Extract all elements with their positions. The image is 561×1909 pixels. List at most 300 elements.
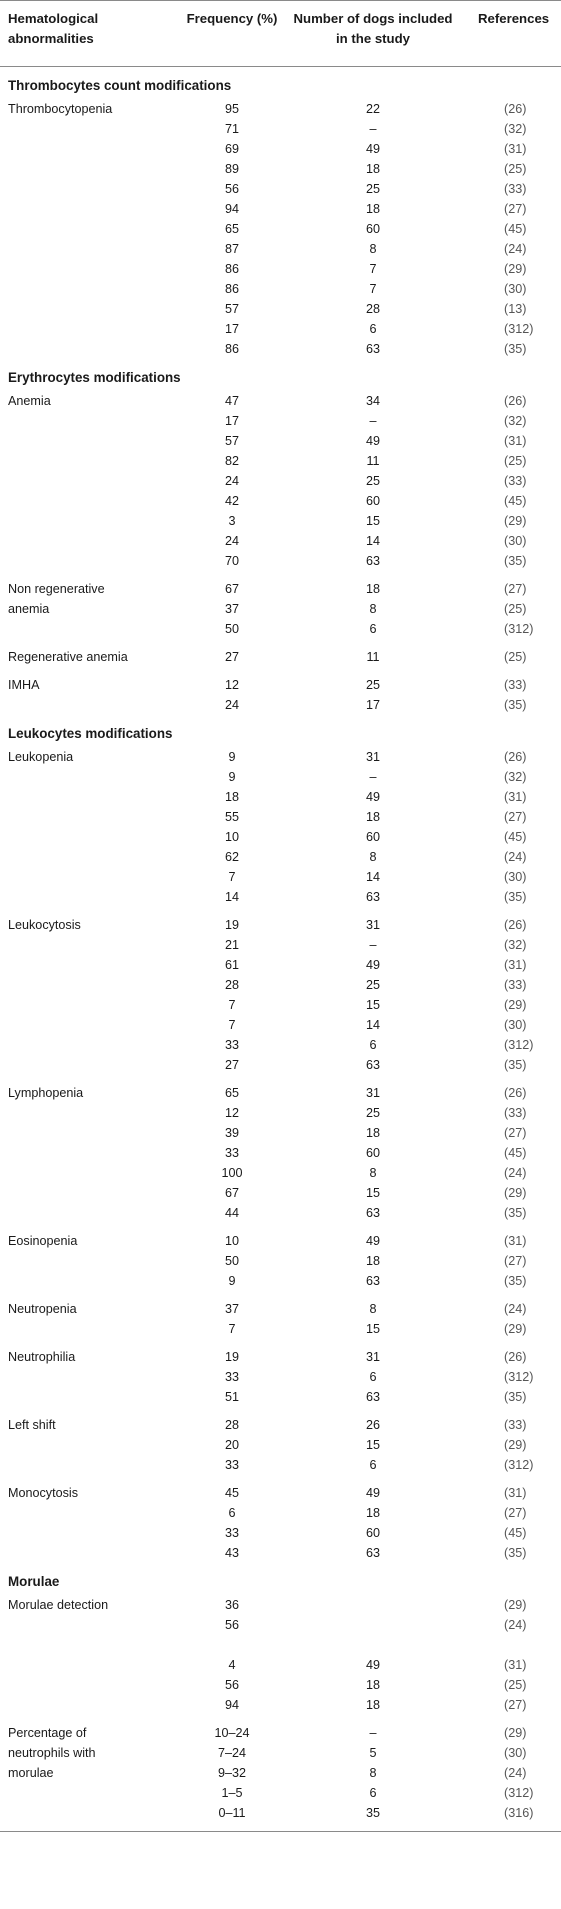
table-row — [0, 955, 561, 975]
frequency-cell: 51 — [224, 1390, 239, 1404]
table-row — [0, 1339, 561, 1367]
abnormality-label-cont — [0, 1675, 172, 1695]
dog-count-cell: 25 — [365, 182, 380, 196]
abnormality-label-cont — [0, 1523, 172, 1543]
table-row — [0, 1163, 561, 1183]
table-row — [0, 1055, 561, 1075]
reference-cell: (29) — [504, 262, 527, 276]
abnormality-label-cont — [0, 1615, 172, 1635]
abnormality-label-cont — [0, 279, 172, 299]
abnormality-label-cont — [0, 1655, 172, 1675]
reference-cell: (29) — [504, 1598, 527, 1612]
reference-cell: (312) — [504, 1786, 534, 1800]
reference-cell: (31) — [504, 790, 527, 804]
dog-count-cell: 26 — [365, 1418, 380, 1432]
dog-count-cell: 15 — [365, 1438, 380, 1452]
reference-cell: (31) — [504, 142, 527, 156]
reference-cell: (25) — [504, 454, 527, 468]
dog-count-cell — [292, 1635, 454, 1655]
dog-count-cell: 6 — [369, 1786, 377, 1800]
table-row — [0, 1251, 561, 1271]
dog-count-cell: 60 — [365, 1146, 380, 1160]
table-row — [0, 695, 561, 715]
frequency-cell: 87 — [224, 242, 239, 256]
dog-count-cell: 35 — [365, 1806, 380, 1820]
frequency-cell: 45 — [224, 1486, 239, 1500]
frequency-cell: 37 — [224, 1302, 239, 1316]
frequency-cell: 19 — [224, 918, 239, 932]
reference-cell: (26) — [504, 1086, 527, 1100]
dog-count-cell: 63 — [365, 890, 380, 904]
abnormality-label-cont — [0, 1143, 172, 1163]
table-row — [0, 1543, 561, 1563]
dog-count-cell: 49 — [365, 142, 380, 156]
abnormality-label-cont — [0, 1183, 172, 1203]
abnormality-label-cont — [0, 1503, 172, 1523]
abnormality-label-cont — [0, 319, 172, 339]
section-title: Leukocytes modifications — [8, 726, 173, 741]
abnormality-label-cont — [0, 339, 172, 359]
frequency-cell: 55 — [224, 810, 239, 824]
frequency-cell: 57 — [224, 302, 239, 316]
abnormality-label-cont — [0, 695, 172, 715]
table-row — [0, 471, 561, 491]
reference-cell: (26) — [504, 1350, 527, 1364]
abnormality-label-cont — [0, 1163, 172, 1183]
reference-cell: (25) — [504, 1678, 527, 1692]
dog-count-cell: 18 — [365, 1698, 380, 1712]
dog-count-cell: 7 — [369, 282, 377, 296]
table-row — [0, 99, 561, 119]
abnormality-label-cont — [0, 219, 172, 239]
reference-cell: (35) — [504, 1206, 527, 1220]
reference-cell: (31) — [504, 1658, 527, 1672]
abnormality-label-cont — [0, 239, 172, 259]
table-row — [0, 1123, 561, 1143]
reference-cell: (35) — [504, 342, 527, 356]
dog-count-cell: 5 — [369, 1746, 377, 1760]
abnormality-label-cont — [0, 1123, 172, 1143]
table-row — [0, 1503, 561, 1523]
abnormality-label-cont — [0, 1783, 172, 1803]
table-row — [0, 1015, 561, 1035]
reference-cell: (31) — [504, 958, 527, 972]
frequency-cell: 100 — [221, 1166, 243, 1180]
reference-cell: (312) — [504, 1370, 534, 1384]
dog-count-cell: 18 — [365, 162, 380, 176]
frequency-cell: 7–24 — [217, 1746, 247, 1760]
header-references: References — [478, 11, 550, 26]
frequency-cell: 82 — [224, 454, 239, 468]
dog-count-cell: 60 — [365, 222, 380, 236]
frequency-cell: 28 — [224, 1418, 239, 1432]
dog-count-cell: 25 — [365, 1106, 380, 1120]
dog-count-cell: 8 — [369, 1166, 377, 1180]
header-abnormalities: Hematological abnormalities — [8, 11, 99, 46]
dog-count-cell: 7 — [369, 262, 377, 276]
frequency-cell: 10–24 — [214, 1726, 250, 1740]
dog-count-cell — [292, 1615, 454, 1635]
abnormality-label-cont — [0, 1387, 172, 1407]
abnormality-label-cont — [0, 1455, 172, 1475]
section-row — [0, 715, 561, 747]
reference-cell: (35) — [504, 1058, 527, 1072]
abnormality-label: Regenerative anemia — [8, 650, 128, 664]
dog-count-cell: 18 — [365, 1254, 380, 1268]
table-body — [0, 67, 561, 1832]
frequency-cell: 50 — [224, 1254, 239, 1268]
frequency-cell: 12 — [224, 1106, 239, 1120]
dog-count-cell: 63 — [365, 342, 380, 356]
abnormality-label-cont — [0, 847, 172, 867]
reference-cell: (30) — [504, 1018, 527, 1032]
abnormality-label-cont — [0, 1055, 172, 1075]
frequency-cell: 14 — [224, 890, 239, 904]
dog-count-cell: 49 — [365, 1486, 380, 1500]
frequency-cell: 24 — [224, 698, 239, 712]
reference-cell: (24) — [504, 850, 527, 864]
reference-cell: (316) — [504, 1806, 534, 1820]
abnormality-label-cont — [0, 1015, 172, 1035]
reference-cell: (29) — [504, 1322, 527, 1336]
frequency-cell: 86 — [224, 282, 239, 296]
abnormality-label-cont — [0, 619, 172, 639]
abnormality-label-cont — [0, 1435, 172, 1455]
table-row — [0, 299, 561, 319]
table-row — [0, 827, 561, 847]
dog-count-cell: 15 — [365, 1186, 380, 1200]
frequency-cell: 56 — [224, 1678, 239, 1692]
abnormality-label-cont — [0, 787, 172, 807]
reference-cell: (29) — [504, 1438, 527, 1452]
abnormality-label-cont — [0, 491, 172, 511]
reference-cell: (33) — [504, 678, 527, 692]
abnormality-label-cont — [0, 431, 172, 451]
abnormality-label-cont — [0, 1203, 172, 1223]
table-row — [0, 339, 561, 359]
abnormality-label: IMHA — [8, 678, 40, 692]
frequency-cell: 94 — [224, 202, 239, 216]
table-row — [0, 1455, 561, 1475]
reference-cell: (25) — [504, 602, 527, 616]
frequency-cell: 70 — [224, 554, 239, 568]
frequency-cell: 21 — [224, 938, 239, 952]
frequency-cell: 33 — [224, 1458, 239, 1472]
frequency-cell: 27 — [224, 650, 239, 664]
table-row — [0, 259, 561, 279]
frequency-cell: 18 — [224, 790, 239, 804]
table-row — [0, 907, 561, 935]
table-row — [0, 807, 561, 827]
dog-count-cell: – — [369, 414, 377, 428]
dog-count-cell: 34 — [365, 394, 380, 408]
dog-count-cell: 63 — [365, 1058, 380, 1072]
dog-count-cell: 28 — [365, 302, 380, 316]
frequency-cell: 33 — [224, 1370, 239, 1384]
abnormality-label-cont — [0, 827, 172, 847]
abnormality-label-cont: morulae — [8, 1766, 54, 1780]
reference-cell: (32) — [504, 414, 527, 428]
reference-cell: (29) — [504, 998, 527, 1012]
frequency-cell: 33 — [224, 1526, 239, 1540]
abnormality-label-cont — [0, 531, 172, 551]
dog-count-cell: 63 — [365, 1390, 380, 1404]
dog-count-cell: – — [369, 938, 377, 952]
dog-count-cell: 63 — [365, 1206, 380, 1220]
reference-cell: (33) — [504, 1106, 527, 1120]
abnormality-label-cont — [0, 995, 172, 1015]
frequency-cell: 9–32 — [217, 1766, 247, 1780]
table-row — [0, 1675, 561, 1695]
table-row — [0, 1223, 561, 1251]
dog-count-cell: 11 — [366, 454, 380, 468]
frequency-cell: 33 — [224, 1038, 239, 1052]
dog-count-cell — [292, 1595, 454, 1615]
table-row — [0, 179, 561, 199]
frequency-cell: 7 — [228, 870, 236, 884]
section-row — [0, 67, 561, 100]
dog-count-cell: – — [369, 770, 377, 784]
dog-count-cell: 17 — [365, 698, 380, 712]
table-row — [0, 1715, 561, 1743]
table-row — [0, 1803, 561, 1832]
abnormality-label-cont — [0, 975, 172, 995]
table-row — [0, 139, 561, 159]
dog-count-cell: 49 — [365, 1658, 380, 1672]
dog-count-cell: – — [369, 122, 377, 136]
dog-count-cell: 8 — [369, 242, 377, 256]
frequency-cell: 24 — [224, 474, 239, 488]
frequency-cell: 71 — [224, 122, 239, 136]
reference-cell: (30) — [504, 870, 527, 884]
abnormality-label-cont — [0, 1635, 172, 1655]
header-frequency: Frequency (%) — [186, 11, 278, 26]
frequency-cell: 7 — [228, 998, 236, 1012]
abnormality-label: Lymphopenia — [8, 1086, 84, 1100]
frequency-cell: 9 — [228, 1274, 236, 1288]
reference-cell: (13) — [504, 302, 527, 316]
table-row — [0, 847, 561, 867]
reference-cell: (27) — [504, 810, 527, 824]
table-row — [0, 619, 561, 639]
reference-cell: (24) — [504, 1302, 527, 1316]
dog-count-cell: 63 — [365, 1274, 380, 1288]
dog-count-cell: 6 — [369, 1458, 377, 1472]
header-number-of-dogs: Number of dogs included in the study — [293, 11, 453, 46]
frequency-cell: 20 — [224, 1438, 239, 1452]
dog-count-cell: 6 — [369, 1370, 377, 1384]
dog-count-cell: 49 — [365, 790, 380, 804]
abnormality-label-cont — [0, 1035, 172, 1055]
abnormality-label-cont — [0, 451, 172, 471]
abnormality-label-cont — [0, 119, 172, 139]
reference-cell: (35) — [504, 1546, 527, 1560]
table-row — [0, 319, 561, 339]
abnormality-label: Monocytosis — [8, 1486, 78, 1500]
abnormality-label-cont — [0, 411, 172, 431]
dog-count-cell: 18 — [365, 810, 380, 824]
dog-count-cell: 15 — [365, 998, 380, 1012]
dog-count-cell: 63 — [365, 1546, 380, 1560]
table-row — [0, 1523, 561, 1543]
dog-count-cell: 8 — [369, 602, 377, 616]
dog-count-cell: 15 — [365, 1322, 380, 1336]
abnormality-label-cont — [0, 1271, 172, 1291]
frequency-cell: 10 — [224, 1234, 239, 1248]
reference-cell: (312) — [504, 1458, 534, 1472]
table-row — [0, 1783, 561, 1803]
reference-cell: (312) — [504, 322, 534, 336]
section-title: Erythrocytes modifications — [8, 370, 181, 385]
table-row — [0, 975, 561, 995]
reference-cell: (32) — [504, 770, 527, 784]
dog-count-cell: 60 — [365, 494, 380, 508]
dog-count-cell: 18 — [365, 1126, 380, 1140]
frequency-cell: 0–11 — [218, 1806, 246, 1820]
abnormality-label-cont — [0, 139, 172, 159]
frequency-cell: 9 — [228, 750, 236, 764]
table-row — [0, 867, 561, 887]
abnormality-label-cont — [0, 767, 172, 787]
abnormality-label-cont — [0, 179, 172, 199]
reference-cell: (45) — [504, 830, 527, 844]
reference-cell: (45) — [504, 1146, 527, 1160]
frequency-cell: 6 — [228, 1506, 236, 1520]
dog-count-cell: 14 — [365, 870, 380, 884]
reference-cell: (35) — [504, 1390, 527, 1404]
abnormality-label-cont — [0, 887, 172, 907]
table-row — [0, 199, 561, 219]
reference-cell: (35) — [504, 1274, 527, 1288]
dog-count-cell: 31 — [365, 1086, 380, 1100]
table-row — [0, 1635, 561, 1655]
table-row — [0, 639, 561, 667]
reference-cell: (29) — [504, 1186, 527, 1200]
table-row — [0, 1615, 561, 1635]
frequency-cell: 12 — [224, 678, 239, 692]
frequency-cell: 10 — [224, 830, 239, 844]
abnormality-label: Leukocytosis — [8, 918, 81, 932]
section-title: Thrombocytes count modifications — [8, 78, 232, 93]
abnormality-label-cont — [0, 199, 172, 219]
frequency-cell: 65 — [224, 1086, 239, 1100]
dog-count-cell: 6 — [369, 622, 377, 636]
frequency-cell: 42 — [224, 494, 239, 508]
dog-count-cell: 49 — [365, 958, 380, 972]
dog-count-cell: 31 — [365, 918, 380, 932]
table-row — [0, 239, 561, 259]
reference-cell: (30) — [504, 534, 527, 548]
abnormality-label-cont — [0, 1695, 172, 1715]
dog-count-cell: 63 — [365, 554, 380, 568]
table-row — [0, 511, 561, 531]
abnormality-label-cont — [0, 159, 172, 179]
reference-cell: (24) — [504, 1618, 527, 1632]
abnormality-label-cont — [0, 471, 172, 491]
abnormality-label-cont — [0, 259, 172, 279]
reference-cell: (26) — [504, 750, 527, 764]
dog-count-cell: 25 — [365, 678, 380, 692]
reference-cell: (35) — [504, 554, 527, 568]
dog-count-cell: 25 — [365, 474, 380, 488]
reference-cell: (29) — [504, 1726, 527, 1740]
abnormality-label: Eosinopenia — [8, 1234, 78, 1248]
reference-cell: (29) — [504, 514, 527, 528]
table-row — [0, 1595, 561, 1615]
reference-cell: (33) — [504, 1418, 527, 1432]
dog-count-cell: 18 — [365, 1678, 380, 1692]
frequency-cell: 67 — [224, 582, 239, 596]
dog-count-cell: – — [369, 1726, 377, 1740]
reference-cell: (25) — [504, 650, 527, 664]
frequency-cell: 86 — [224, 342, 239, 356]
reference-cell: (33) — [504, 978, 527, 992]
frequency-cell: 7 — [228, 1322, 236, 1336]
dog-count-cell: 49 — [365, 1234, 380, 1248]
table-row — [0, 747, 561, 767]
reference-cell: (26) — [504, 394, 527, 408]
dog-count-cell: 14 — [365, 534, 380, 548]
reference-cell: (24) — [504, 1766, 527, 1780]
section-row — [0, 1563, 561, 1595]
frequency-cell: 86 — [224, 262, 239, 276]
table-row — [0, 1143, 561, 1163]
table-row — [0, 531, 561, 551]
frequency-cell — [172, 1635, 292, 1655]
table-row — [0, 1763, 561, 1783]
frequency-cell: 61 — [224, 958, 239, 972]
table-row — [0, 667, 561, 695]
reference-cell: (27) — [504, 202, 527, 216]
frequency-cell: 33 — [224, 1146, 239, 1160]
abnormality-label-cont — [0, 1803, 172, 1832]
frequency-cell: 17 — [224, 322, 239, 336]
reference-cell: (30) — [504, 1746, 527, 1760]
abnormality-label: Morulae detection — [8, 1598, 109, 1612]
table-row — [0, 119, 561, 139]
frequency-cell: 67 — [224, 1186, 239, 1200]
frequency-cell: 56 — [224, 182, 239, 196]
table-row — [0, 995, 561, 1015]
reference-cell: (312) — [504, 622, 534, 636]
frequency-cell: 39 — [224, 1126, 239, 1140]
frequency-cell: 47 — [224, 394, 239, 408]
abnormality-label-cont — [0, 1251, 172, 1271]
abnormality-label-cont — [0, 1319, 172, 1339]
reference-cell: (33) — [504, 474, 527, 488]
reference-cell: (27) — [504, 1506, 527, 1520]
dog-count-cell: 31 — [365, 1350, 380, 1364]
abnormality-label: Neutrophilia — [8, 1350, 76, 1364]
table-row — [0, 431, 561, 451]
table-row — [0, 1203, 561, 1223]
table-row — [0, 599, 561, 619]
reference-cell — [454, 1635, 561, 1655]
frequency-cell: 7 — [228, 1018, 236, 1032]
frequency-cell: 27 — [224, 1058, 239, 1072]
dog-count-cell: 18 — [365, 202, 380, 216]
frequency-cell: 19 — [224, 1350, 239, 1364]
dog-count-cell: 18 — [365, 1506, 380, 1520]
frequency-cell: 24 — [224, 534, 239, 548]
reference-cell: (26) — [504, 102, 527, 116]
section-row — [0, 359, 561, 391]
dog-count-cell: 6 — [369, 1038, 377, 1052]
table-header-row — [0, 1, 561, 67]
frequency-cell: 62 — [224, 850, 239, 864]
abnormality-label-cont — [0, 511, 172, 531]
abnormality-label-cont — [0, 935, 172, 955]
